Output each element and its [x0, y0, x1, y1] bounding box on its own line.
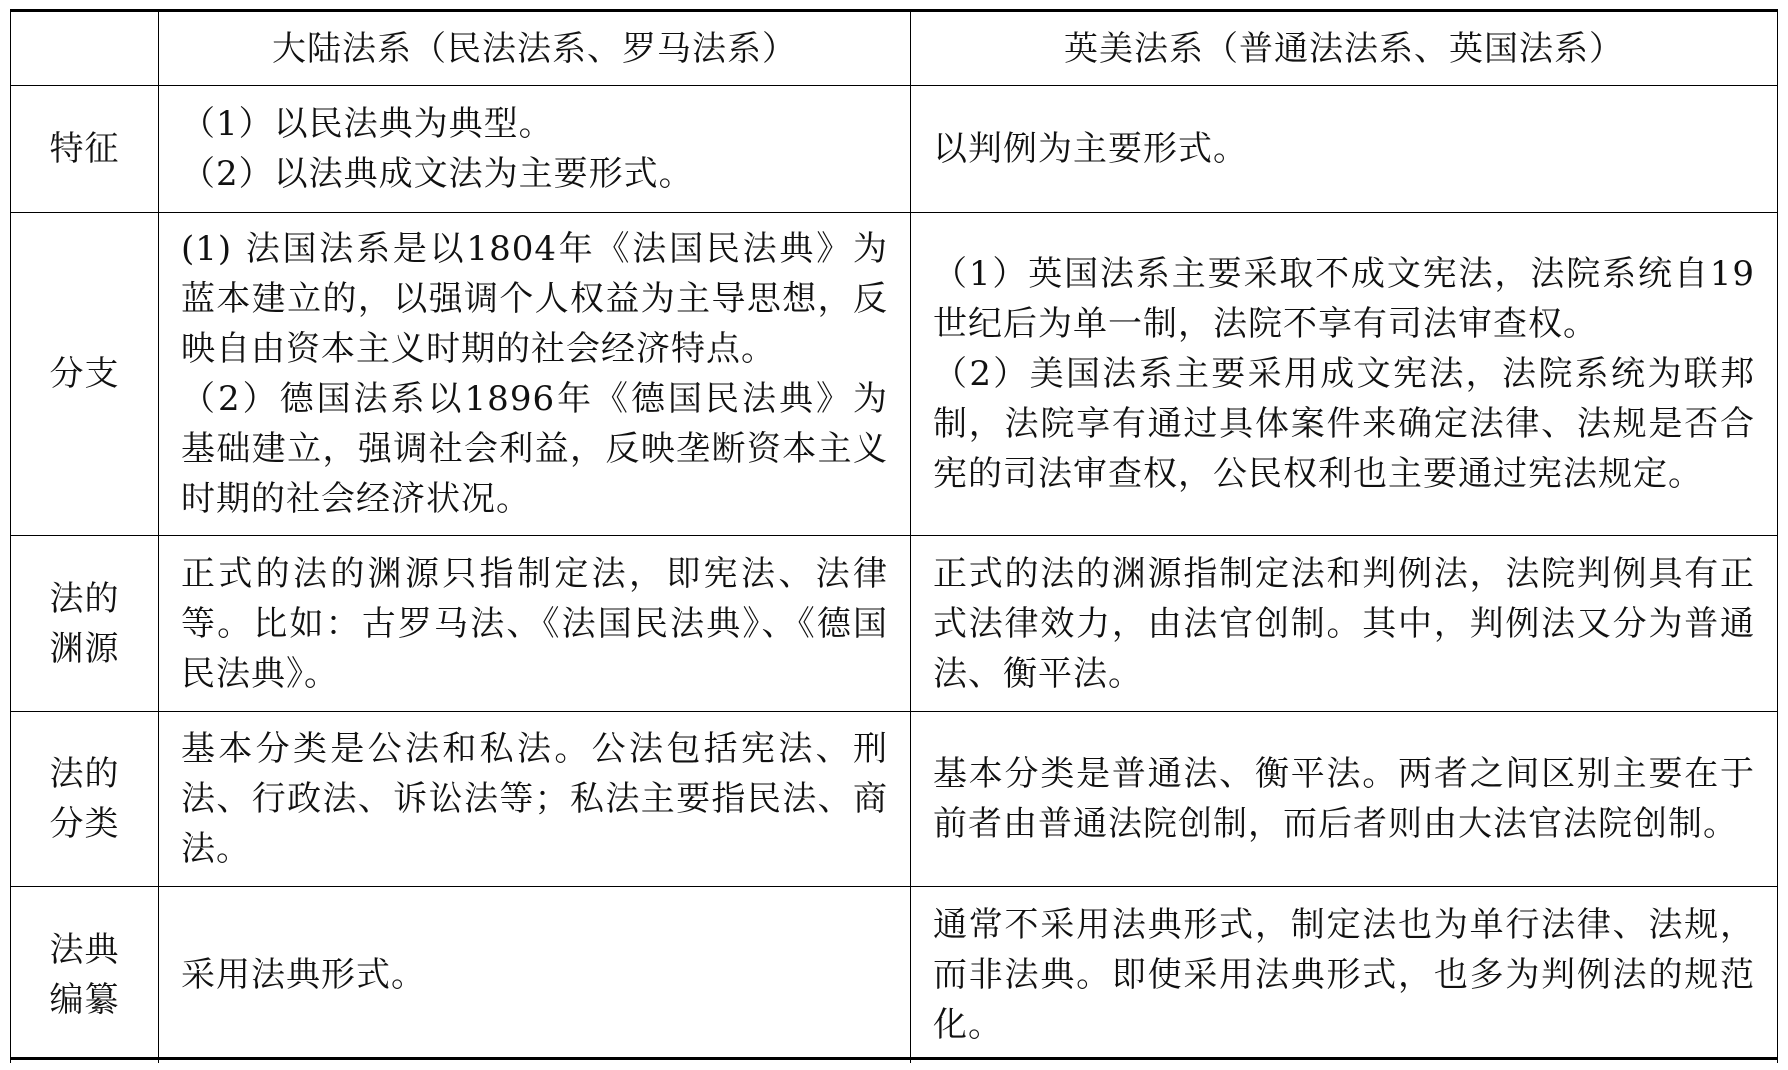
- table-cell: [159, 712, 911, 887]
- row-header-features: [10, 86, 159, 213]
- cell-paragraph: 以判例为主要形式。: [933, 129, 1248, 169]
- cell-paragraph: 基本分类是公法和私法。公法包括宪法、刑法、行政法、诉讼法等；私法主要指民法、商法。: [181, 729, 888, 869]
- cell-paragraph: （2）以法典成文法为主要形式。: [181, 154, 694, 194]
- table-cell: [159, 536, 911, 712]
- row-header-classification: [10, 712, 159, 887]
- table-cell: [911, 86, 1778, 213]
- cell-paragraph: （2）德国法系以1896年《德国民法典》为基础建立，强调社会利益，反映垄断资本主义时期的社会经济状况。: [181, 379, 888, 519]
- row-header-codification: [10, 887, 159, 1063]
- column-header-label: 英美法系（普通法法系、英国法系）: [1064, 28, 1624, 69]
- cell-paragraph: （1）英国法系主要采取不成文宪法，法院系统自19世纪后为单一制，法院不享有司法审查权。: [933, 254, 1755, 344]
- row-header-label: 法的分类: [49, 754, 120, 844]
- row-header-branches: [10, 213, 159, 536]
- cell-paragraph: （2）美国法系主要采用成文宪法，法院系统为联邦制，法院享有通过具体案件来确定法律、法规是否合宪的司法审查权，公民权利也主要通过宪法规定。: [933, 354, 1755, 494]
- row-header-label: 特征: [49, 129, 120, 169]
- row-header-label: 法典编纂: [49, 930, 120, 1020]
- cell-paragraph: 正式的法的渊源只指制定法，即宪法、法律等。比如：古罗马法、《法国民法典》、《德国民法典》。: [181, 553, 888, 694]
- table-cell: [159, 86, 911, 213]
- comparison-table: [10, 9, 1778, 1060]
- cell-paragraph: （1）以民法典为典型。: [181, 104, 554, 144]
- cell-paragraph: 采用法典形式。: [181, 955, 426, 995]
- table-cell: [911, 887, 1778, 1063]
- cell-paragraph: 正式的法的渊源指制定法和判例法，法院判例具有正式法律效力，由法官创制。其中，判例法又分为普通法、衡平法。: [933, 553, 1755, 694]
- table-corner-cell: [10, 12, 159, 86]
- table-cell: [911, 712, 1778, 887]
- column-header-label: 大陆法系（民法法系、罗马法系）: [272, 28, 797, 69]
- cell-paragraph: 通常不采用法典形式，制定法也为单行法律、法规，而非法典。即使采用法典形式，也多为判例法的规范化。: [933, 905, 1755, 1045]
- row-header-label: 法的渊源: [49, 578, 120, 669]
- table-cell: [911, 213, 1778, 536]
- table-cell: [159, 887, 911, 1063]
- table-cell: [911, 536, 1778, 712]
- table-cell: [159, 213, 911, 536]
- cell-paragraph: (1) 法国法系是以1804年《法国民法典》为蓝本建立的，以强调个人权益为主导思想，反映自由资本主义时期的社会经济特点。: [181, 229, 888, 369]
- row-header-label: 分支: [49, 354, 120, 394]
- row-header-sources-of-law: [10, 536, 159, 712]
- column-header-civil-law: [159, 12, 911, 86]
- column-header-common-law: [911, 12, 1778, 86]
- cell-paragraph: 基本分类是普通法、衡平法。两者之间区别主要在于前者由普通法院创制，而后者则由大法官法院创制。: [933, 754, 1755, 844]
